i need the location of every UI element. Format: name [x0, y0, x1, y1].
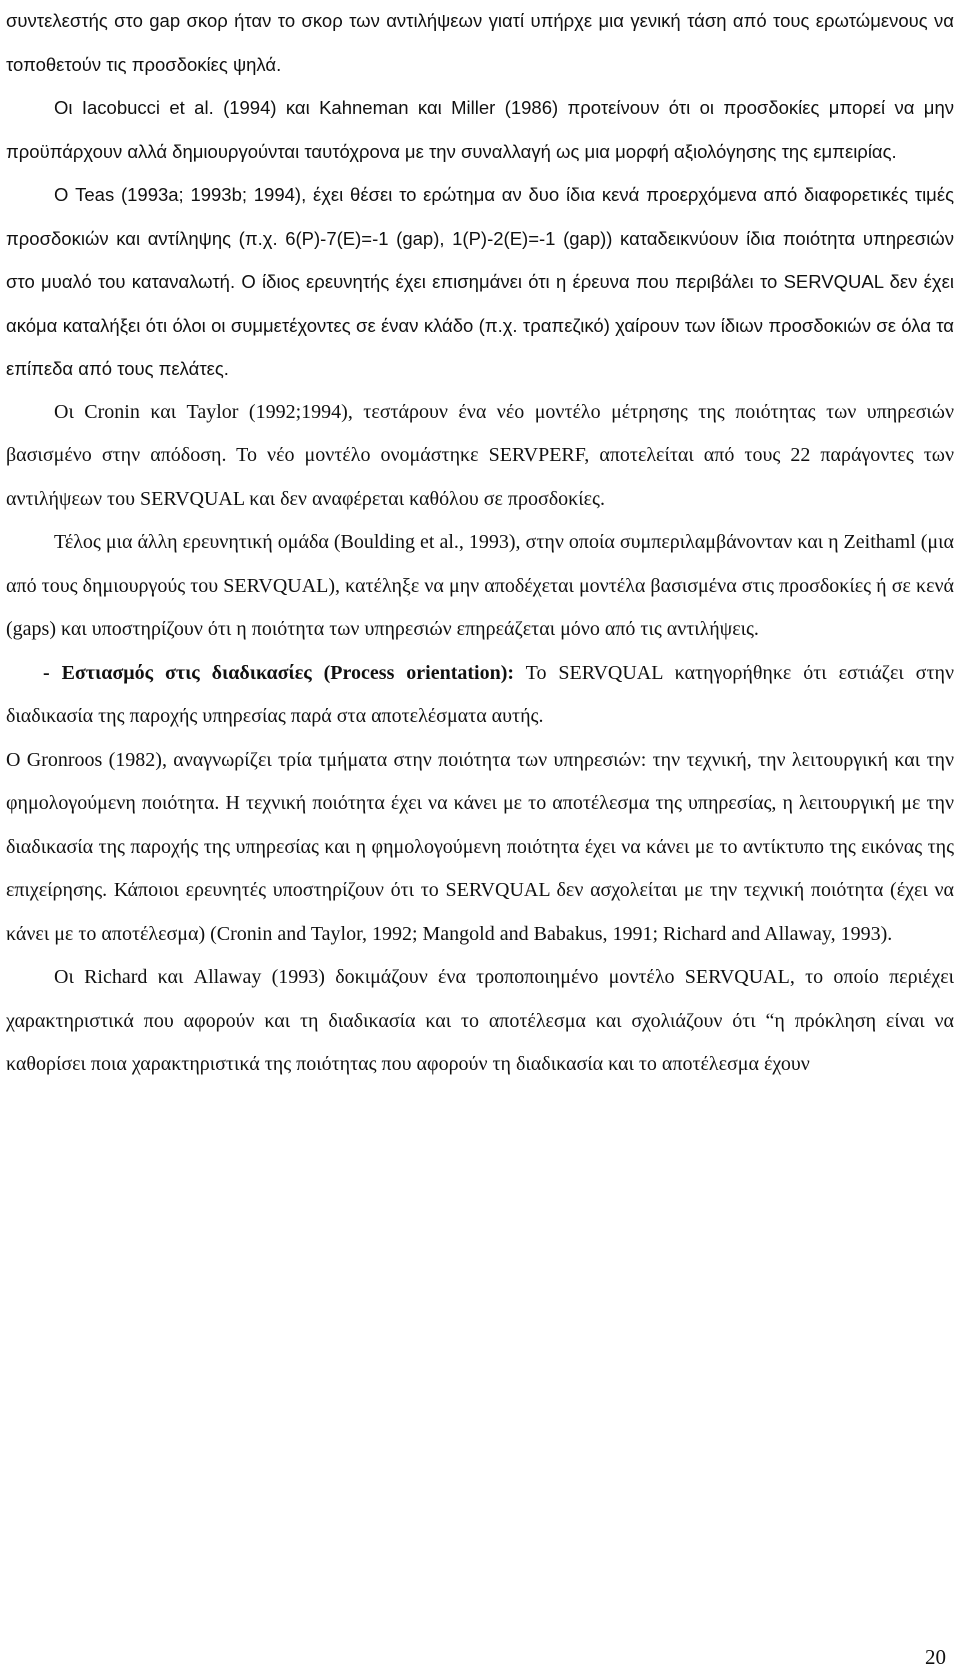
section-body: Το SERVQUAL κατηγορήθηκε ότι εστιάζει στην διαδικασία της παροχής υπηρεσίας παρά στα αποτελέσματα αυτής.: [6, 661, 954, 727]
paragraph-iacobucci: Οι Iacobucci et al. (1994) και Kahneman και Miller (1986) προτείνουν ότι οι προσδοκίες μπορεί να μην προϋπάρχουν αλλά δημιουργούνται ταυτόχρονα με την συναλλαγή ως μια μορφή αξιολόγησης της εμπειρίας.: [6, 97, 954, 162]
section-heading: - Εστιασμός στις διαδικασίες (Process orientation):: [43, 661, 515, 684]
document-page: [6, 0, 954, 1087]
paragraph-process-orientation: [6, 652, 954, 739]
paragraph-boulding: Τέλος μια άλλη ερευνητική ομάδα (Boulding et al., 1993), στην οποία συμπεριλαμβάνονταν και η Zeithaml (μια από τους δημιουργούς του SERVQUAL), κατέληξε να μην αποδέχεται μοντέλα βασισμένα στις προσδοκίες ή σε κενά (gaps) και υποστηρίζουν ότι η ποιότητα των υπηρεσιών επηρεάζεται μόνο από τις αντιλήψεις.: [6, 531, 954, 640]
paragraph-richard-allaway: Οι Richard και Allaway (1993) δοκιμάζουν ένα τροποποιημένο μοντέλο SERVQUAL, το οποίο περιέχει χαρακτηριστικά που αφορούν και τη διαδικασία και το αποτέλεσμα και σχολιάζουν ότι “η πρόκληση είναι να καθορίσει ποια χαρακτηριστικά της ποιότητας που αφορούν τη διαδικασία και το αποτέλεσμα έχουν: [6, 966, 954, 1075]
paragraph-teas: Ο Teas (1993a; 1993b; 1994), έχει θέσει το ερώτημα αν δυο ίδια κενά προερχόμενα από διαφορετικές τιμές προσδοκιών και αντίληψης (π.χ. 6(P)-7(E)=-1 (gap), 1(P)-2(E)=-1 (gap)) καταδεικνύουν ίδια ποιότητα υπηρεσιών στο μυαλό του καταναλωτή. Ο ίδιος ερευνητής έχει επισημάνει ότι η έρευνα που περιβάλει το SERVQUAL δεν έχει ακόμα καταλήξει ότι όλοι οι συμμετέχοντες σε έναν κλάδο (π.χ. τραπεζικό) χαίρουν των ίδιων προσδοκιών σε όλα τα επίπεδα από τους πελάτες.: [6, 184, 954, 379]
paragraph-gronroos: Ο Gronroos (1982), αναγνωρίζει τρία τμήματα στην ποιότητα των υπηρεσιών: την τεχνική, την λειτουργική και την φημολογούμενη ποιότητα. Η τεχνική ποιότητα έχει να κάνει με το αποτέλεσμα της υπηρεσίας, η λειτουργική με την διαδικασία της παροχής της υπηρεσίας και η φημολογούμενη ποιότητα έχει να κάνει με το αντίκτυπο της εικόνας της επιχείρησης. Κάποιοι ερευνητές υποστηρίζουν ότι το SERVQUAL δεν ασχολείται με την τεχνική ποιότητα (έχει να κάνει με το αποτέλεσμα) (Cronin and Taylor, 1992; Mangold and Babakus, 1991; Richard and Allaway, 1993).: [6, 748, 954, 945]
page-number: 20: [925, 1645, 946, 1669]
paragraph-continuation: συντελεστής στο gap σκορ ήταν το σκορ των αντιλήψεων γιατί υπήρχε μια γενική τάση από τους ερωτώμενους να τοποθετούν τις προσδοκίες ψηλά.: [6, 10, 954, 75]
paragraph-cronin-taylor: Οι Cronin και Taylor (1992;1994), τεστάρουν ένα νέο μοντέλο μέτρησης της ποιότητας των υπηρεσιών βασισμένο στην απόδοση. Το νέο μοντέλο ονομάστηκε SERVPERF, αποτελείται από τους 22 παράγοντες των αντιλήψεων του SERVQUAL και δεν αναφέρεται καθόλου σε προσδοκίες.: [6, 400, 954, 510]
